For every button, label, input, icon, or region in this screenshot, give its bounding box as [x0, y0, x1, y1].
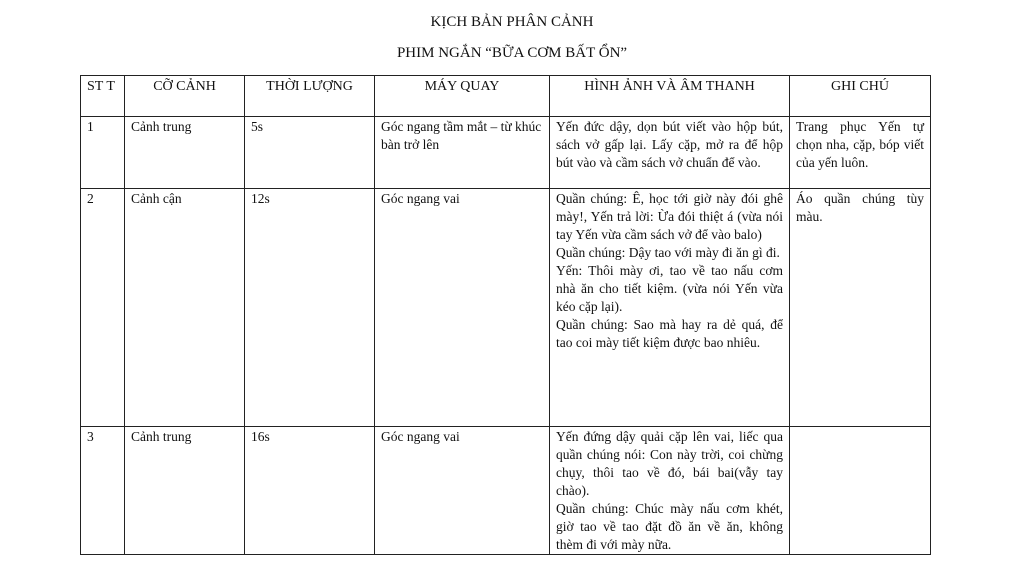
document-title: KỊCH BẢN PHÂN CẢNH — [430, 14, 594, 30]
document-subtitle: PHIM NGẮN “BỮA CƠM BẤT ỔN” — [396, 45, 628, 61]
cell-co-canh: Cảnh trung — [125, 427, 245, 555]
cell-hinh-anh — [550, 189, 790, 427]
header-hinh-anh: HÌNH ẢNH VÀ ÂM THANH — [550, 76, 790, 117]
cell-ghi-chu: Áo quần chúng tùy màu. — [790, 189, 931, 427]
cell-stt: 2 — [81, 189, 125, 427]
scene-line: Quần chúng: Ê, học tới giờ này đói ghê mày!, Yến trả lời: Ừa đói thiệt á (vừa nói tay Yến vừa cầm sách vở để vào balo) — [556, 191, 783, 242]
table-row — [81, 117, 931, 189]
cell-co-canh: Cảnh cận — [125, 189, 245, 427]
scene-line: Quần chúng: Chúc mày nấu cơm khét, giờ tao về tao đặt đồ ăn về ăn, không thèm đi với mày nữa. — [556, 501, 783, 552]
cell-may-quay: Góc ngang vai — [375, 427, 550, 555]
scene-line: Yến đức dậy, dọn bút viết vào hộp bút, sách vở gấp lại. Lấy cặp, mở ra để hộp bút vào và cầm sách vở chuẩn để vào. — [556, 119, 783, 170]
scene-line: Quần chúng: Dậy tao với mày đi ăn gì đi. — [556, 245, 780, 260]
cell-hinh-anh — [550, 427, 790, 555]
header-stt: ST T — [81, 76, 125, 117]
cell-hinh-anh — [550, 117, 790, 189]
table-row — [81, 189, 931, 427]
header-ghi-chu: GHI CHÚ — [790, 76, 931, 117]
table-row — [81, 427, 931, 555]
cell-may-quay: Góc ngang vai — [375, 189, 550, 427]
cell-stt: 1 — [81, 117, 125, 189]
scene-line: Yến đứng dậy quải cặp lên vai, liếc qua quần chúng nói: Con này trời, coi chừng chụy, thôi tao về đó, bái bai(vẫy tay chào). — [556, 429, 783, 498]
cell-ghi-chu: Trang phục Yến tự chọn nha, cặp, bóp viết của yến luôn. — [790, 117, 931, 189]
scene-line: Quần chúng: Sao mà hay ra dẻ quá, để tao coi mày tiết kiệm được bao nhiêu. — [556, 317, 783, 350]
scene-line: Yến: Thôi mày ơi, tao về tao nấu cơm nhà ăn cho tiết kiệm. (vừa nói Yến vừa kéo cặp lại). — [556, 263, 783, 314]
cell-co-canh: Cảnh trung — [125, 117, 245, 189]
cell-thoi-luong: 16s — [245, 427, 375, 555]
cell-ghi-chu — [790, 427, 931, 555]
header-thoi-luong: THỜI LƯỢNG — [245, 76, 375, 117]
storyboard-table — [80, 75, 931, 555]
cell-thoi-luong: 5s — [245, 117, 375, 189]
table-header-row — [81, 76, 931, 117]
header-co-canh: CỠ CẢNH — [125, 76, 245, 117]
cell-stt: 3 — [81, 427, 125, 555]
header-may-quay: MÁY QUAY — [375, 76, 550, 117]
cell-may-quay: Góc ngang tầm mắt – từ khúc bàn trở lên — [375, 117, 550, 189]
cell-thoi-luong: 12s — [245, 189, 375, 427]
